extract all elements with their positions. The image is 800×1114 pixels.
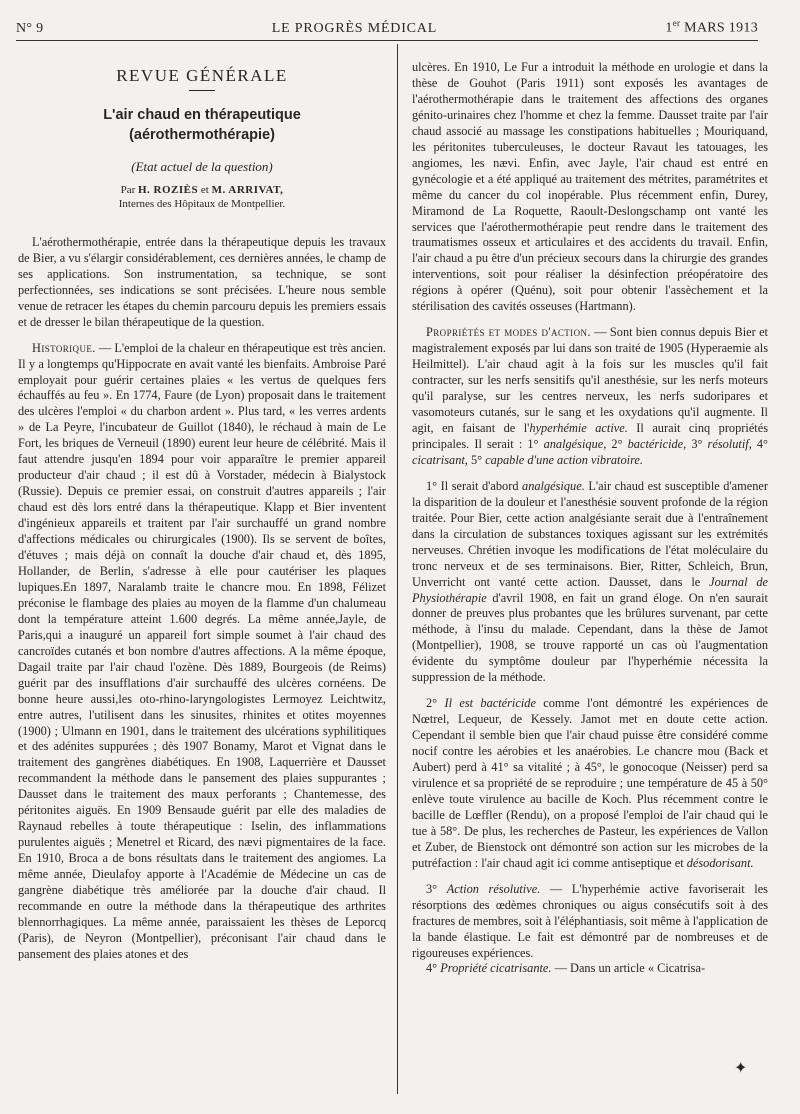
article-title: L'air chaud en thérapeutique (aérothermothérapie) bbox=[103, 106, 301, 143]
bactericide-paragraph: 2° Il est bactéricide comme l'ont démontré les expériences de Nœtrel, Lequeur, de Kessely. Jamot met en doute cette action. Cependant il semble bien que l'air chaud puisse être considéré comme nocif contre les aérobies et les anaérobies. Le chancre mou (Back et Aubert) perd à 41° sa vitalité ; à 45°, le gonocoque (Neisser) perd sa virulence et sa propriété de se reproduire ; une température de 45 à 50° enlève toute virulence au bacille de Koch. Plus récemment contre le bacille de Lœffler (Rendu), on a proposé l'emploi de l'air chaud qui le tue à 58°. De plus, les recherches de Pasteur, les expériences de Vallon et Zuber, de Bienstock ont démontré son action sur les microbes de la putréfaction : l'air chaud agit ici comme antiseptique et désodorisant. bbox=[412, 696, 768, 870]
header-rule bbox=[16, 40, 758, 41]
right-column bbox=[412, 60, 768, 977]
article-authors: Par H. ROZIÈS et M. ARRIVAT, Internes des Hôpitaux de Montpellier. bbox=[18, 183, 386, 211]
properties-paragraph: Propriétés et modes d'action. — Sont bien connus depuis Bier et magistralement exposés par lui dans son traité de 1905 (Hyperaemie als Heilmittel). L'air chaud agit à la fois sur les muscles qu'il fait contracter, sur les nerfs sensitifs qu'il anesthésie, sur les nerfs moteurs qu'il paralyse, sur les centres nerveux, les nerfs sudoripares et vasomoteurs cutanés, sur le sang et les oxydations qu'il augmente. Il agit, en faisant de l'hyperhémie active. Il aurait cinq propriétés principales. Il serait : 1° analgésique, 2° bactéricide, 3° résolutif, 4° cicatrisant, 5° capable d'une action vibratoire. bbox=[412, 325, 769, 467]
section-title: REVUE GÉNÉRALE bbox=[116, 66, 288, 85]
column-separator bbox=[397, 44, 398, 1094]
issue-number: N° 9 bbox=[16, 20, 44, 36]
issue-date: 1er MARS 1913 bbox=[665, 18, 758, 36]
journal-title: LE PROGRÈS MÉDICAL bbox=[271, 20, 438, 36]
resolutive-paragraph: 3° Action résolutive. — L'hyperhémie active favoriserait les résorptions des œdèmes chroniques ou aigus consécutifs soit à des fractures de membres, soit à l'éléphantiasis, soit même à l'application de la bande élastique. Le fait est démontré par de nombreuses et de rigoureuses expériences. bbox=[412, 881, 768, 960]
article-subtitle: (Etat actuel de la question) bbox=[131, 158, 273, 174]
author-affiliation: Internes des Hôpitaux de Montpellier. bbox=[118, 197, 286, 210]
fleuron-ornament-icon: ✦ bbox=[734, 1060, 748, 1077]
left-column bbox=[18, 58, 386, 963]
continued-paragraph: ulcères. En 1910, Le Fur a introduit la méthode en urologie et dans la thèse de Gouhot (Paris 1911) sont exposés les avantages de l'aérothermothérapie dans le traitement des affections des organes génito-urinaires chez l'homme et chez la femme. Dausset traite par l'air chaud associé au massage les constipations habituelles ; Mouriquand, les péritonites tuberculeuses, le docteur Ravaut les tatouages, les angiomes, les nævi. Enfin, avec Jayle, l'air chaud est entré en gynécologie et a été appliqué au traitement des métrites, paramétrites et même du cancer du col inopérable. Plus récemment enfin, Durey, Miramond de La Roquette, Raoult-Deslongschamp ont vanté les services que l'aérothermothérapie peut rendre dans le traitement des traumatismes osseux et articulaires et des accidents du travail. Enfin, l'air chaud a pu être d'un précieux secours dans la chirurgie des grandes interventions, soit pour réaliser la désinfection préopératoire des régions à opérer (Quénu), soit pour obtenir l'assèchement et la stérilisation des cavités osseuses (Hartmann). bbox=[412, 60, 768, 314]
intro-paragraph: L'aérothermothérapie, entrée dans la thérapeutique depuis les travaux de Bier, a vu s'élargir considérablement, ces dernières années, le champ de ses applications. Son instrumentation, sa technique, se sont perfectionnées, ses indications se sont précisées. L'heure nous semble venue de retracer les étapes du chemin parcouru depuis les premiers essais et de dresser le bilan thérapeutique de la question. bbox=[18, 234, 386, 329]
history-paragraph: Historique. — L'emploi de la chaleur en thérapeutique est très ancien. Il y a longtemps qu'Hippocrate en avait vanté les bienfaits. Ambroise Paré employait pour guérir certaines plaies « les vertus de quelques fers échauffés au feu ». En 1774, Faure (de Lyon) proposait dans le traitement des ulcères l'emploi « du charbon ardent ». Plus tard, « les verres ardents » de La Peyre, l'incubateur de Guillot (1840), le réchaud à main de Le Fort, les briques de Verneuil (1890) eurent leur heure de célébrité. Mais il faut attendre jusqu'en 1894 pour voir apparaître le premier appareil producteur d'air chaud ; il est dû à Vorstader, médecin à Bialystock (Russie). Depuis ce premier essai, on construit d'autres appareils ; l'air chaud est dès lors entré dans la thérapeutique. Klapp et Bier inventent d'ingénieux appareils et traitent par l'air surchauffé un grand nombre d'affections médicales ou chirurgicales (1900). Ils se servent de boîtes, d'étuves ; mais déjà on connaît la douche d'air chaud et, dès 1895, Hollander, de Berlin, s'adresse à elle pour cautériser les plaques lupiques.En 1897, Naralamb traite le chancre mou. En 1898, Félizet préconise le flambage des plaies au moyen de la flamme d'un chalumeau dont la température atteint 1.600 degrés. La même année,Jayle, de Paris,qui a inauguré un appareil fort simple soumet à l'air chaud des cancroïdes cutanés et bon nombre d'autres affections. A la même époque, Dagail traite par l'air chaud l'ozène. Dès 1889, Bourgeois (de Reims) guérit par des insufflations d'air surchauffé des ulcères cornéens. De bonne heure aussi,les oto-rhino-laryngologistes Lermoyez Leichtwitz, entre autres, l'utilisent dans les sinusites, rhinites et otites moyennes (1900) ; Ulmann en 1901, dans le traitement des ulcérations syphilitiques et des adénites suppurées ; dès 1907 Bonamy, Marot et Vignat dans le traitement des gangrènes diabétiques. En 1908, Laquerrière et Dausset recommandent la méthode dans le pansement des plaies suppurantes ; Dausset dans le traitement des maux perforants ; Chantemesse, des péritonites aiguës. En 1909 Bensaude guérit par elle des maladies de Raynaud rebelles à toute thérapeutique : Iselin, des inflammations purulentes aiguës ; Menetrel et Ricard, des nævi pigmentaires de la face. En 1910, Broca a de bons résultats dans le traitement des angiomes. La même année, Dieulafoy apporte à l'Académie de Médecine un cas de gangrène diabétique très améliorée par la douche d'air chaud. Il recommande en outre la méthode dans la thérapeutique des arthrites blennorrhagiques. La même année, paraissaient les thèses de Leporcq (Paris), de Neyron (Montpellier), préconisant l'air chaud dans le pansement des plaies atones et des bbox=[18, 340, 386, 961]
running-header bbox=[16, 18, 758, 37]
section-rule bbox=[189, 90, 215, 91]
cicatrisant-paragraph: 4° Propriété cicatrisante. — Dans un article « Cicatrisa- bbox=[426, 961, 706, 976]
analgesic-paragraph: 1° Il serait d'abord analgésique. L'air chaud est susceptible d'amener la disparition de la douleur et l'anesthésie souvent profonde de la région traitée. Pour Bier, cette action analgésiante serait due à l'entraînement dans la circulation de substances toxiques agissant sur les extrémités nerveuses. Chrétien invoque les modifications de l'état moléculaire du tronc nerveux et de ses terminaisons. Bier, Ritter, Schleich, Brun, Unverricht ont vanté cette action. Dausset, dans le Journal de Physiothérapie d'avril 1908, en fait un grand éloge. On n'en saurait donner de preuves plus probantes que les brûlures survenant, par cette méthode, à l'insu du malade. Cependant, dans la thèse de Jamot (Montpellier), 1908, se trouve rapporté un cas où l'augmentation évidente du symptôme douleur par l'hyperhémie nécessita la suppression de la méthode. bbox=[412, 478, 769, 685]
